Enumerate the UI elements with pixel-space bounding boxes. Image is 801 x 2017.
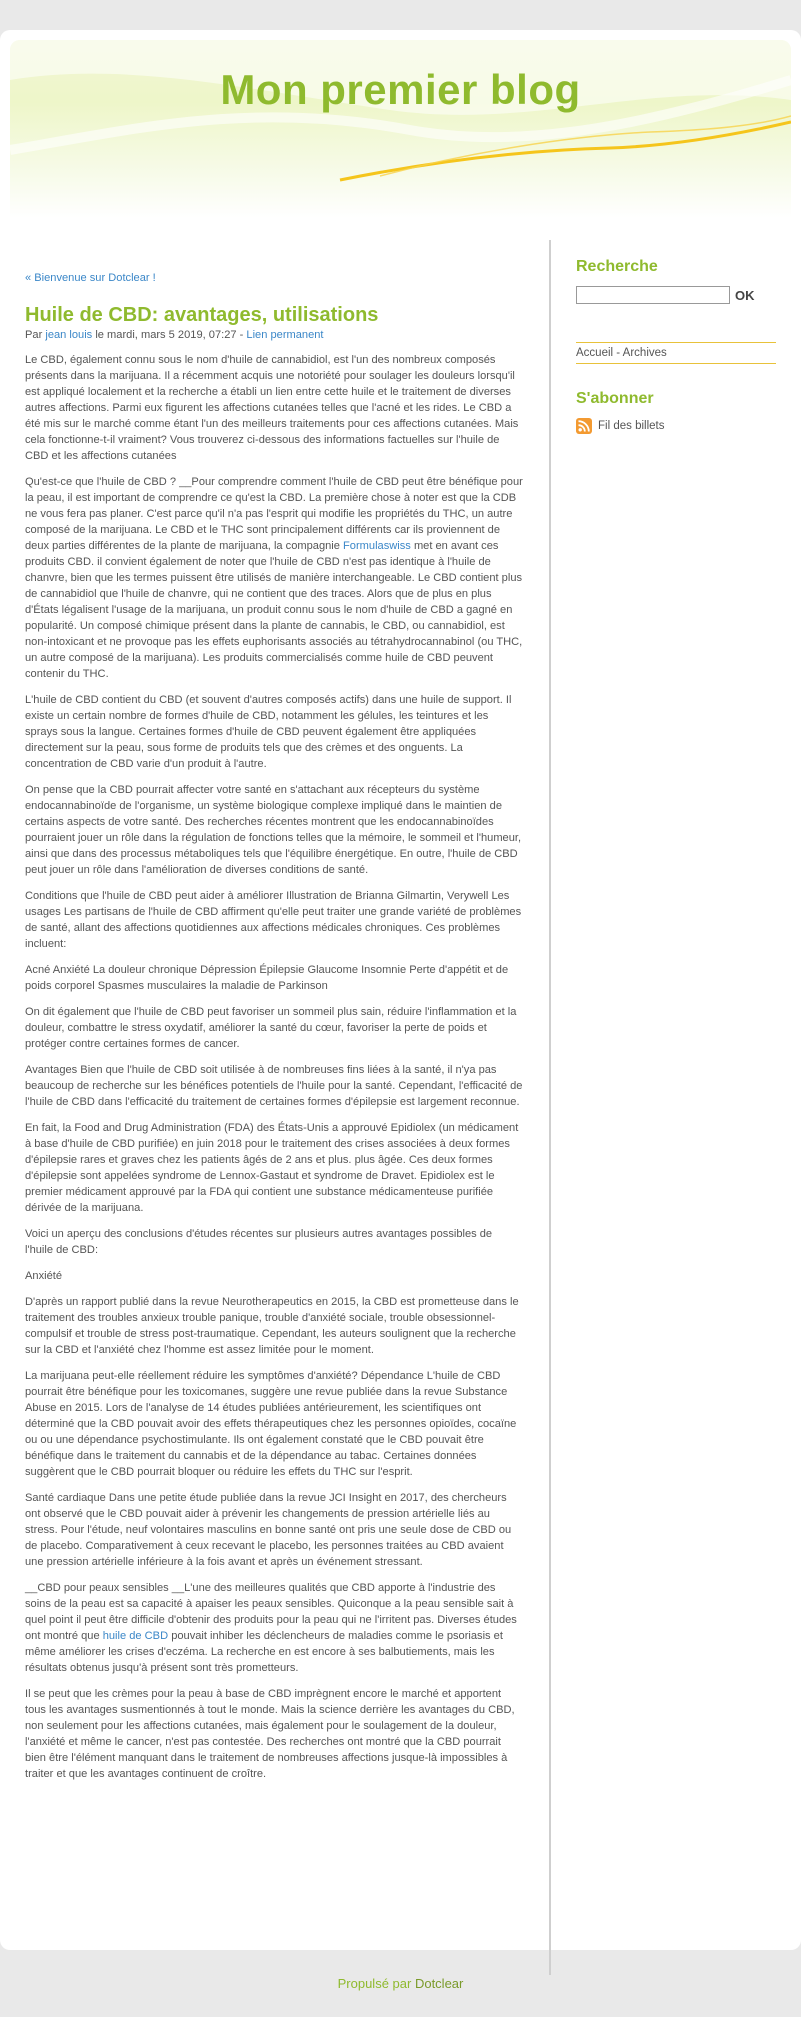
permalink-link[interactable]: Lien permanent [246,329,324,341]
footer [0,1976,801,1991]
post-paragraph: D'après un rapport publié dans la revue Neurotherapeutics en 2015, la CBD est prometteuse dans le traitement des troubles anxieux trouble panique, trouble d'anxiété sociale, trouble obsessionnel-compulsif et trouble de stress post-traumatique. Cependant, les auteurs soulignent que la recherche sur la CBD et l'anxiété chez l'homme est assez limitée pour le moment. [25,1296,519,1356]
post-paragraph: Avantages Bien que l'huile de CBD soit utilisée à de nombreuses fins liées à la santé, il n'ya pas beaucoup de recherche sur les bénéfices potentiels de l'huile pour la santé. Cependant, l'efficacité de l'huile de CBD dans l'efficacité du traitement de certaines formes d'épilepsie est largement reconnue. [25,1064,523,1108]
subscribe-widget [576,390,776,434]
page-container [0,30,801,1950]
search-widget [576,258,776,304]
post-paragraph: Anxiété [25,1270,63,1282]
post-paragraph [25,474,523,682]
post-paragraph: Santé cardiaque Dans une petite étude publiée dans la revue JCI Insight en 2017, des chercheurs ont observé que le CBD pouvait aider à prévenir les changements de pression artérielle liés au stress. Pour l'étude, neuf volontaires masculins en bonne santé ont pris une seule dose de CBD ou de placebo. Comparativement à ceux recevant le placebo, les personnes traitées au CBD avaient une pression artérielle inférieure à la fois avant et après un événement stressant. [25,1492,512,1568]
post-paragraph [25,1580,523,1676]
post-title[interactable]: Huile de CBD: avantages, utilisations [25,304,379,326]
top-navigation [576,342,776,364]
search-ok-button[interactable]: OK [735,287,755,303]
formulaswiss-link[interactable]: Formulaswiss [343,540,411,552]
main-content [25,238,523,1792]
post-paragraph: Acné Anxiété La douleur chronique Dépression Épilepsie Glaucome Insomnie Perte d'appétit et de poids corporel Spasmes musculaires la maladie de Parkinson [25,964,509,992]
footer-prefix: Propulsé par [337,1976,412,1991]
sidebar [576,258,776,434]
previous-post-link[interactable]: « Bienvenue sur Dotclear ! [25,272,156,284]
paragraph-text: pouvait inhiber les déclencheurs de maladies comme le psoriasis et même améliorer les crises d'eczéma. La recherche en est encore à ses balbutiements, mais les résultats obtenus jusqu'à présent sont très prometteurs. [25,1630,503,1674]
paragraph-text: Qu'est-ce que l'huile de CBD ? __Pour comprendre comment l'huile de CBD peut être bénéfique pour la peau, il est important de comprendre ce qu'est la CBD. La première chose à noter est que la CDB ne vous fera pas planer. C'est parce qu'il n'a pas l'esprit qui modifie les propriétés du THC, un autre composé de la marijuana. Le CBD et le THC sont principalement différents car ils proviennent de deux parties différentes de la plante de marijuana, la compagnie [25,476,523,552]
post-paragraph: Il se peut que les crèmes pour la peau à base de CBD imprègnent encore le marché et apportent tous les avantages susmentionnés à tout le monde. Mais la science derrière les avantages du CBD, non seulement pour les affections cutanées, mais également pour le soulagement de la douleur, l'anxiété et même le cancer, n'est pas contestée. Des recherches ont montré que la CBD pourrait bien être l'élément manquant dans le traitement de nombreuses affections jusque-là impossibles à traiter et que les avantages continuent de croître. [25,1688,515,1780]
search-title: Recherche [576,258,658,275]
post-paragraph: La marijuana peut-elle réellement réduire les symptômes d'anxiété? Dépendance L'huile de CBD pourrait être bénéfique pour les toxicomanes, suggère une revue publiée dans la revue Substance Abuse en 2015. Lors de l'analyse de 14 études publiées antérieurement, les scientifiques ont déterminé que la CBD pouvait avoir des effets thérapeutiques chez les personnes opioïdes, cocaïne ou ou une dépendance psychostimulante. Ils ont également constaté que le CBD pouvait être bénéfique dans le traitement du cannabis et de la dépendance au tabac. Certaines données suggèrent que le CBD pourrait bloquer ou réduire les effets du THC sur l'esprit. [25,1370,517,1478]
subscribe-title: S'abonner [576,390,654,407]
post-paragraph: Conditions que l'huile de CBD peut aider à améliorer Illustration de Brianna Gilmartin, Verywell Les usages Les partisans de l'huile de CBD affirment qu'elle peut traiter une grande variété de problèmes de santé, allant des affections quotidiennes aux affections médicales chroniques. Ces problèmes incluent: [25,890,522,950]
search-row [576,286,776,304]
feed-row[interactable] [576,418,776,434]
author-link[interactable]: jean louis [45,329,93,341]
search-input[interactable] [576,286,730,304]
post-body [25,352,523,1782]
home-link[interactable]: Accueil [576,347,614,359]
nav-separator: - [613,347,623,359]
post-paragraph: Voici un aperçu des conclusions d'études récentes sur plusieurs autres avantages possibles de l'huile de CBD: [25,1228,493,1256]
huile-de-cbd-link[interactable]: huile de CBD [102,1630,169,1642]
archives-link[interactable]: Archives [622,347,667,359]
blog-header [10,40,791,218]
post-paragraph: Le CBD, également connu sous le nom d'huile de cannabidiol, est l'un des nombreux composés présents dans la marijuana. Il a récemment acquis une notoriété pour soulager les douleurs lorsqu'il est appliqué localement et la recherche a établi un lien entre cette huile et le traitement de diverses autres affections. Parmi eux figurent les affections cutanées telles que l'acné et les rides. Le CBD a été mis sur le marché comme étant l'un des meilleurs traitements pour ces affections cutanées. Mais cela fonctionne-t-il vraiment? Vous trouverez ci-dessous des informations factuelles sur l'huile de CBD et les affections cutanées [25,354,519,462]
dotclear-link[interactable]: Dotclear [414,1976,464,1991]
post-info [25,328,523,342]
post-paragraph: On pense que la CBD pourrait affecter votre santé en s'attachant aux récepteurs du système endocannabinoïde de l'organisme, un système biologique complexe impliqué dans le maintien de certains aspects de votre santé. Des recherches récentes montrent que les endocannabinoïdes pourraient jouer un rôle dans la régulation de fonctions telles que la mémoire, le sommeil et l'humeur, ainsi que dans des processus métaboliques tels que l'équilibre énergétique. En outre, l'huile de CBD peut jouer un rôle dans l'amélioration de diverses conditions de santé. [25,784,522,876]
post-paragraph: On dit également que l'huile de CBD peut favoriser un sommeil plus sain, réduire l'inflammation et la douleur, combattre le stress oxydatif, améliorer la santé du cœur, favoriser la perte de poids et protéger contre certaines formes de cancer. [25,1006,517,1050]
feed-link[interactable]: Fil des billets [598,420,665,432]
post-paragraph: En fait, la Food and Drug Administration (FDA) des États-Unis a approuvé Epidiolex (un médicament à base d'huile de CBD purifiée) en juin 2018 pour le traitement des crises associées à deux formes d'épilepsie rares et graves chez les patients âgés de 2 ans et plus. plus âgée. Ces deux formes d'épilepsie sont appelées syndrome de Lennox-Gastaut et syndrome de Dravet. Epidiolex est le premier médicament approuvé par la FDA qui contient une substance médicamenteuse purifiée dérivée de la marijuana. [25,1122,519,1214]
post-date: le mardi, mars 5 2019, 07:27 - [95,329,244,341]
blog-title[interactable]: Mon premier blog [220,66,581,113]
column-separator [549,240,551,1975]
post-paragraph: L'huile de CBD contient du CBD (et souvent d'autres composés actifs) dans une huile de support. Il existe un certain nombre de formes d'huile de CBD, notamment les gélules, les teintures et les sprays sous la langue. Certaines formes d'huile de CBD peuvent également être appliquées directement sur la peau, sous forme de produits tels que des crèmes et des onguents. La concentration de CBD varie d'un produit à l'autre. [25,694,512,770]
post-info-by: Par [25,329,43,341]
paragraph-text: met en avant ces produits CBD. il convient également de noter que l'huile de CBD n'est pas identique à l'huile de chanvre, bien que les termes puissent être utilisés de manière interchangeable. Le CBD contient plus de cannabidiol que l'huile de chanvre, qui ne contient que des traces. Alors que de plus en plus d'États légalisent l'usage de la marijuana, un produit connu sous le nom d'huile de CBD a gagné en popularité. Un composé chimique présent dans la plante de cannabis, le CBD, ou cannabidiol, est non-intoxicant et ne provoque pas les effets euphorisants associés au tétrahydrocannabinol (ou THC, un autre composé de la marijuana). Les produits commercialisés comme huile de CBD peuvent contenir du THC. [25,540,523,680]
paragraph-text: __CBD pour peaux sensibles __L'une des meilleures qualités que CBD apporte à l'industrie des soins de la peau est sa capacité à apaiser les peaux sensibles. Quiconque a la peau sensible sait à quel point il peut être difficile d'obtenir des produits pour la peau qui ne l'irritent pas. Diverses études ont montré que [25,1582,517,1642]
rss-feed-icon[interactable] [576,418,592,434]
